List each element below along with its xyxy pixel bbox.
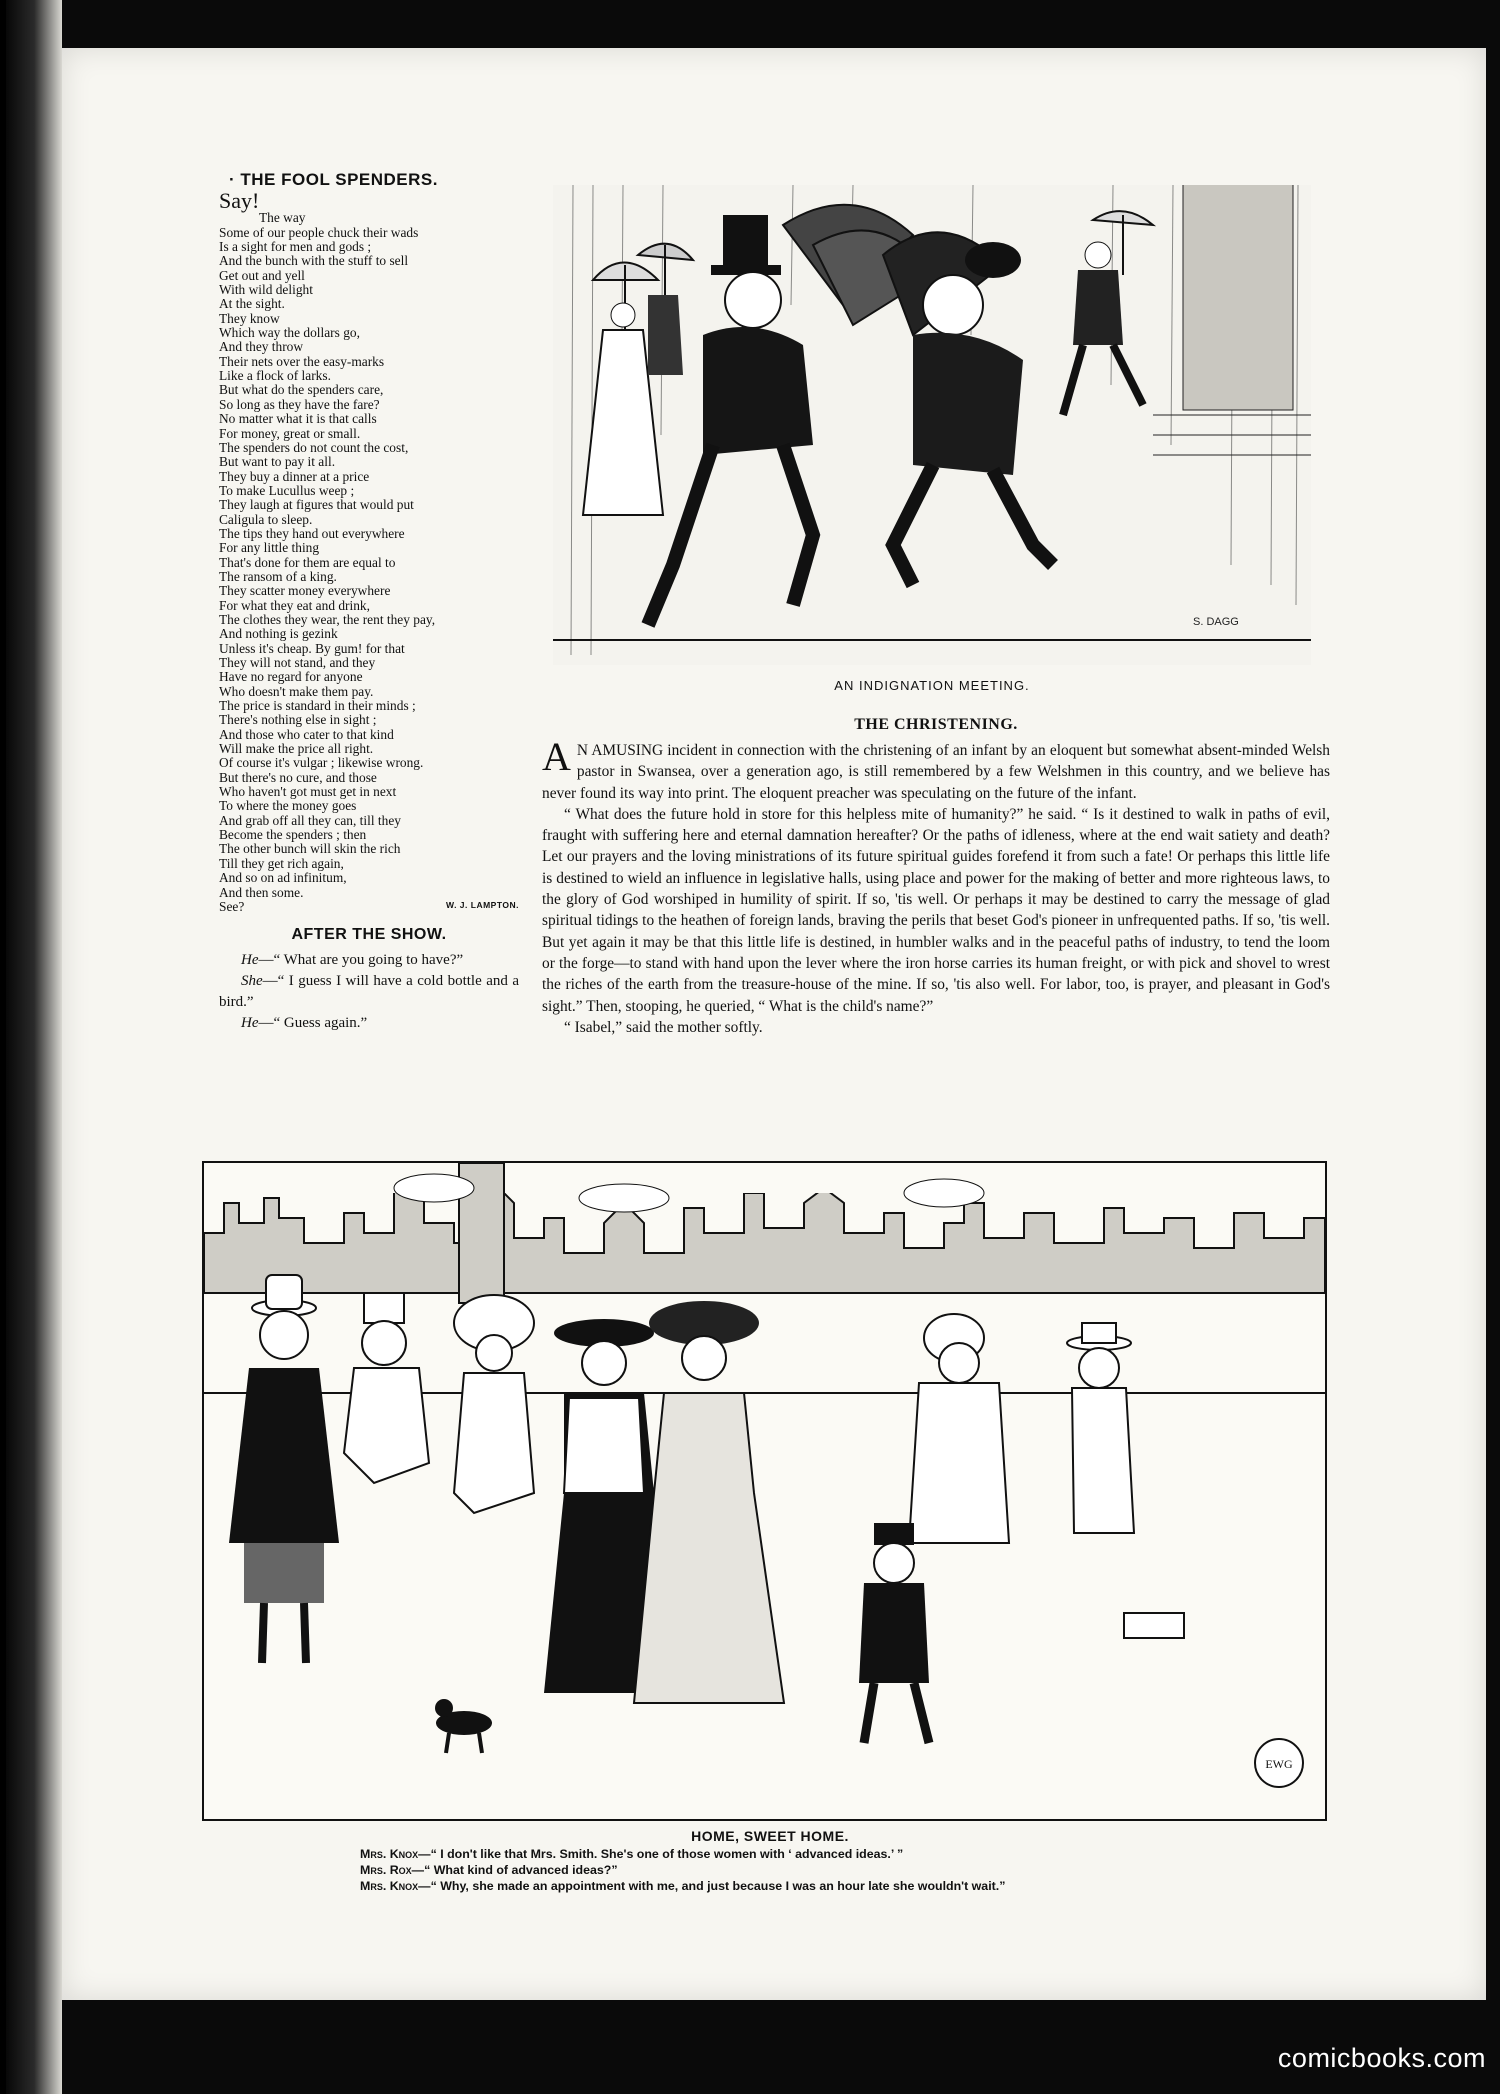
bellboy [859,1523,929,1743]
poem-line: And those who cater to that kind [219,726,394,742]
poem-line: Have no regard for anyone [219,669,363,685]
home-sweet-home-title: HOME, SWEET HOME. [691,1828,849,1844]
christening-article [542,716,1330,1038]
poem-line: For what they eat and drink, [219,597,370,613]
poem-line: They scatter money everywhere [219,583,391,599]
woman-with-bonnet [909,1314,1009,1543]
caption-line [360,1878,1180,1894]
poem-line: To where the money goes [219,798,357,814]
poem-line: For any little thing [219,540,320,556]
poem-line: So long as they have the fare? [219,396,380,412]
poem-line: Which way the dollars go, [219,325,360,341]
christening-body [542,734,1330,1038]
poem-line: Till they get rich again, [219,855,344,871]
poem-line: The price is standard in their minds ; [219,698,416,714]
christening-paragraph: “ Isabel,” said the mother softly. [564,1018,763,1036]
after-show-title: AFTER THE SHOW. [291,926,447,944]
dialogue-text: —“ Guess again.” [258,1015,368,1032]
poem-line: They buy a dinner at a price [219,468,370,484]
site-watermark: comicbooks.com [1277,2043,1486,2073]
caption-text: —“ Why, she made an appointment with me, and just because I was an hour late she wouldn't wait.” [418,1879,1006,1893]
christening-paragraph: N AMUSING incident in connection with the christening of an infant by an eloquent but somewhat absent-minded Welsh pastor in Swansea, over a generation ago, is still remembered by a few Welshmen in this country, and we believe has never found its way into print. The eloquent preacher was speculating on the future of the infant. [542,742,1330,802]
book-spine [0,0,62,2094]
poem-line: The ransom of a king. [219,568,337,584]
christening-paragraph: “ What does the future hold in store for this helpless mite of humanity?” he said. “ Is it destined to walk in paths of evil, fraught with suffering here and eternal damnation hereafter? Or the paths of idleness, where at the end wait satiety and death? Let our prayers and the loving ministrations of its future spiritual guides forefend it from such a fate! Or perhaps this little life is destined to wield an influence in legislative halls, using place and power for the making of better and more righteous laws, to the glory of God worshiped in humility of spirit. If so, 'tis well. Or perhaps it may be destined to carry the message of glad spiritual tidings to the heathen of foreign lands, braving the perils that beset God's pioneer in unfrequented paths. If so, 'tis well. But yet again it may be that this little life is destined, in humbler walks and in the peaceful paths of industry, to tend the loom or the forge—to stand with hand upon the lever where the iron horse carries its human freight, or with pick and shovel to wrest the riches of the earth from the treasure-house of the mine. If so, 'tis also well. For labor, too, is prayer, and pleasant in God's sight.” Then, stooping, he queried, “ What is the child's name?” [542,805,1330,1015]
poem-line: Of course it's vulgar ; likewise wrong. [219,755,424,771]
dialogue-line [219,1013,519,1034]
poem-line: They laugh at figures that would put [219,497,414,513]
caption-speaker: Mrs. Knox [360,1847,419,1861]
poem-line: With wild delight [219,282,313,298]
poem-line: The spenders do not count the cost, [219,439,409,455]
caption-line [360,1846,1180,1862]
caption-dialogue [360,1846,1180,1894]
poem-column [219,170,519,1034]
dialogue-speaker: He [241,1015,259,1032]
poem-line: See? [219,898,245,914]
woman-large-hat-left [454,1295,534,1513]
poem-line: And they throw [219,339,304,355]
caption-line [360,1862,1180,1878]
old-man-with-cigar [344,1293,429,1483]
poem-line: Their nets over the easy-marks [219,353,385,369]
home-sweet-home-caption [360,1828,1180,1894]
poem-line: Who doesn't make them pay. [219,683,374,699]
poem-line: Is a sight for men and gods ; [219,239,372,255]
woman-polka-dress [634,1301,784,1703]
poem-line: And the bunch with the stuff to sell [219,253,409,269]
poem-line: But there's no cure, and those [219,769,377,785]
city-skyline [204,1163,1325,1303]
poem-line: Who haven't got must get in next [219,784,397,800]
indignation-meeting-illustration [553,185,1311,665]
after-show-dialogue [219,950,519,1034]
poem-line: Get out and yell [219,267,305,283]
poem-opening: Say! [219,188,260,213]
poem-line: And then some. [219,884,304,900]
poem-line: There's nothing else in sight ; [219,712,377,728]
poem-line: Caligula to sleep. [219,511,313,527]
poem-line: Like a flock of larks. [219,368,331,384]
man-in-boater [1067,1323,1184,1638]
man-in-coat [229,1275,339,1663]
caption-speaker: Mrs. Rox [360,1863,412,1877]
poem-title: · THE FOOL SPENDERS. [229,170,438,189]
artist-signature: S. DAGG [1193,616,1239,628]
dachshund [435,1699,492,1753]
poem-author: W. J. LAMPTON. [446,900,519,911]
dialogue-speaker: He [241,952,259,969]
dialogue-line [219,950,519,971]
poem-lines [219,211,519,914]
caption-text: —“ What kind of advanced ideas?” [411,1863,618,1877]
dialogue-speaker: She [241,973,263,990]
poem-line: They know [219,310,280,326]
poem-line: And nothing is gezink [219,626,338,642]
christening-title: THE CHRISTENING. [854,716,1018,733]
poem-line: And so on ad infinitum, [219,870,347,886]
poem-body [219,188,519,914]
dialogue-line [219,971,519,1013]
poem-line: To make Lucullus weep ; [219,482,355,498]
poem-line: That's done for them are equal to [219,554,396,570]
dialogue-text: —“ I guess I will have a cold bottle and a bird.” [219,973,519,1011]
drop-cap: A [542,734,571,779]
poem-line: For money, great or small. [219,425,361,441]
poem-line: And grab off all they can, till they [219,812,401,828]
caption-text: —“ I don't like that Mrs. Smith. She's one of those women with ‘ advanced ideas.’ ” [418,1847,904,1861]
poem-line: At the sight. [219,296,285,312]
poem-line: Will make the price all right. [219,741,374,757]
poem-line: The way [259,210,306,226]
poem-line: Unless it's cheap. By gum! for that [219,640,405,656]
poem-line: The tips they hand out everywhere [219,525,405,541]
poem-line: The other bunch will skin the rich [219,841,401,857]
indignation-meeting-caption: AN INDIGNATION MEETING. [834,678,1030,693]
artist-monogram: EWG [1265,1757,1293,1771]
poem-line: But what do the spenders care, [219,382,384,398]
caption-speaker: Mrs. Knox [360,1879,419,1893]
poem-line: Become the spenders ; then [219,827,367,843]
poem-line: They will not stand, and they [219,655,376,670]
home-sweet-home-illustration [202,1161,1327,1821]
poem-line: The clothes they wear, the rent they pay, [219,611,436,627]
poem-line: But want to pay it all. [219,454,336,470]
dialogue-text: —“ What are you going to have?” [258,952,464,969]
poem-line: No matter what it is that calls [219,411,377,427]
poem-line: Some of our people chuck their wads [219,224,419,240]
